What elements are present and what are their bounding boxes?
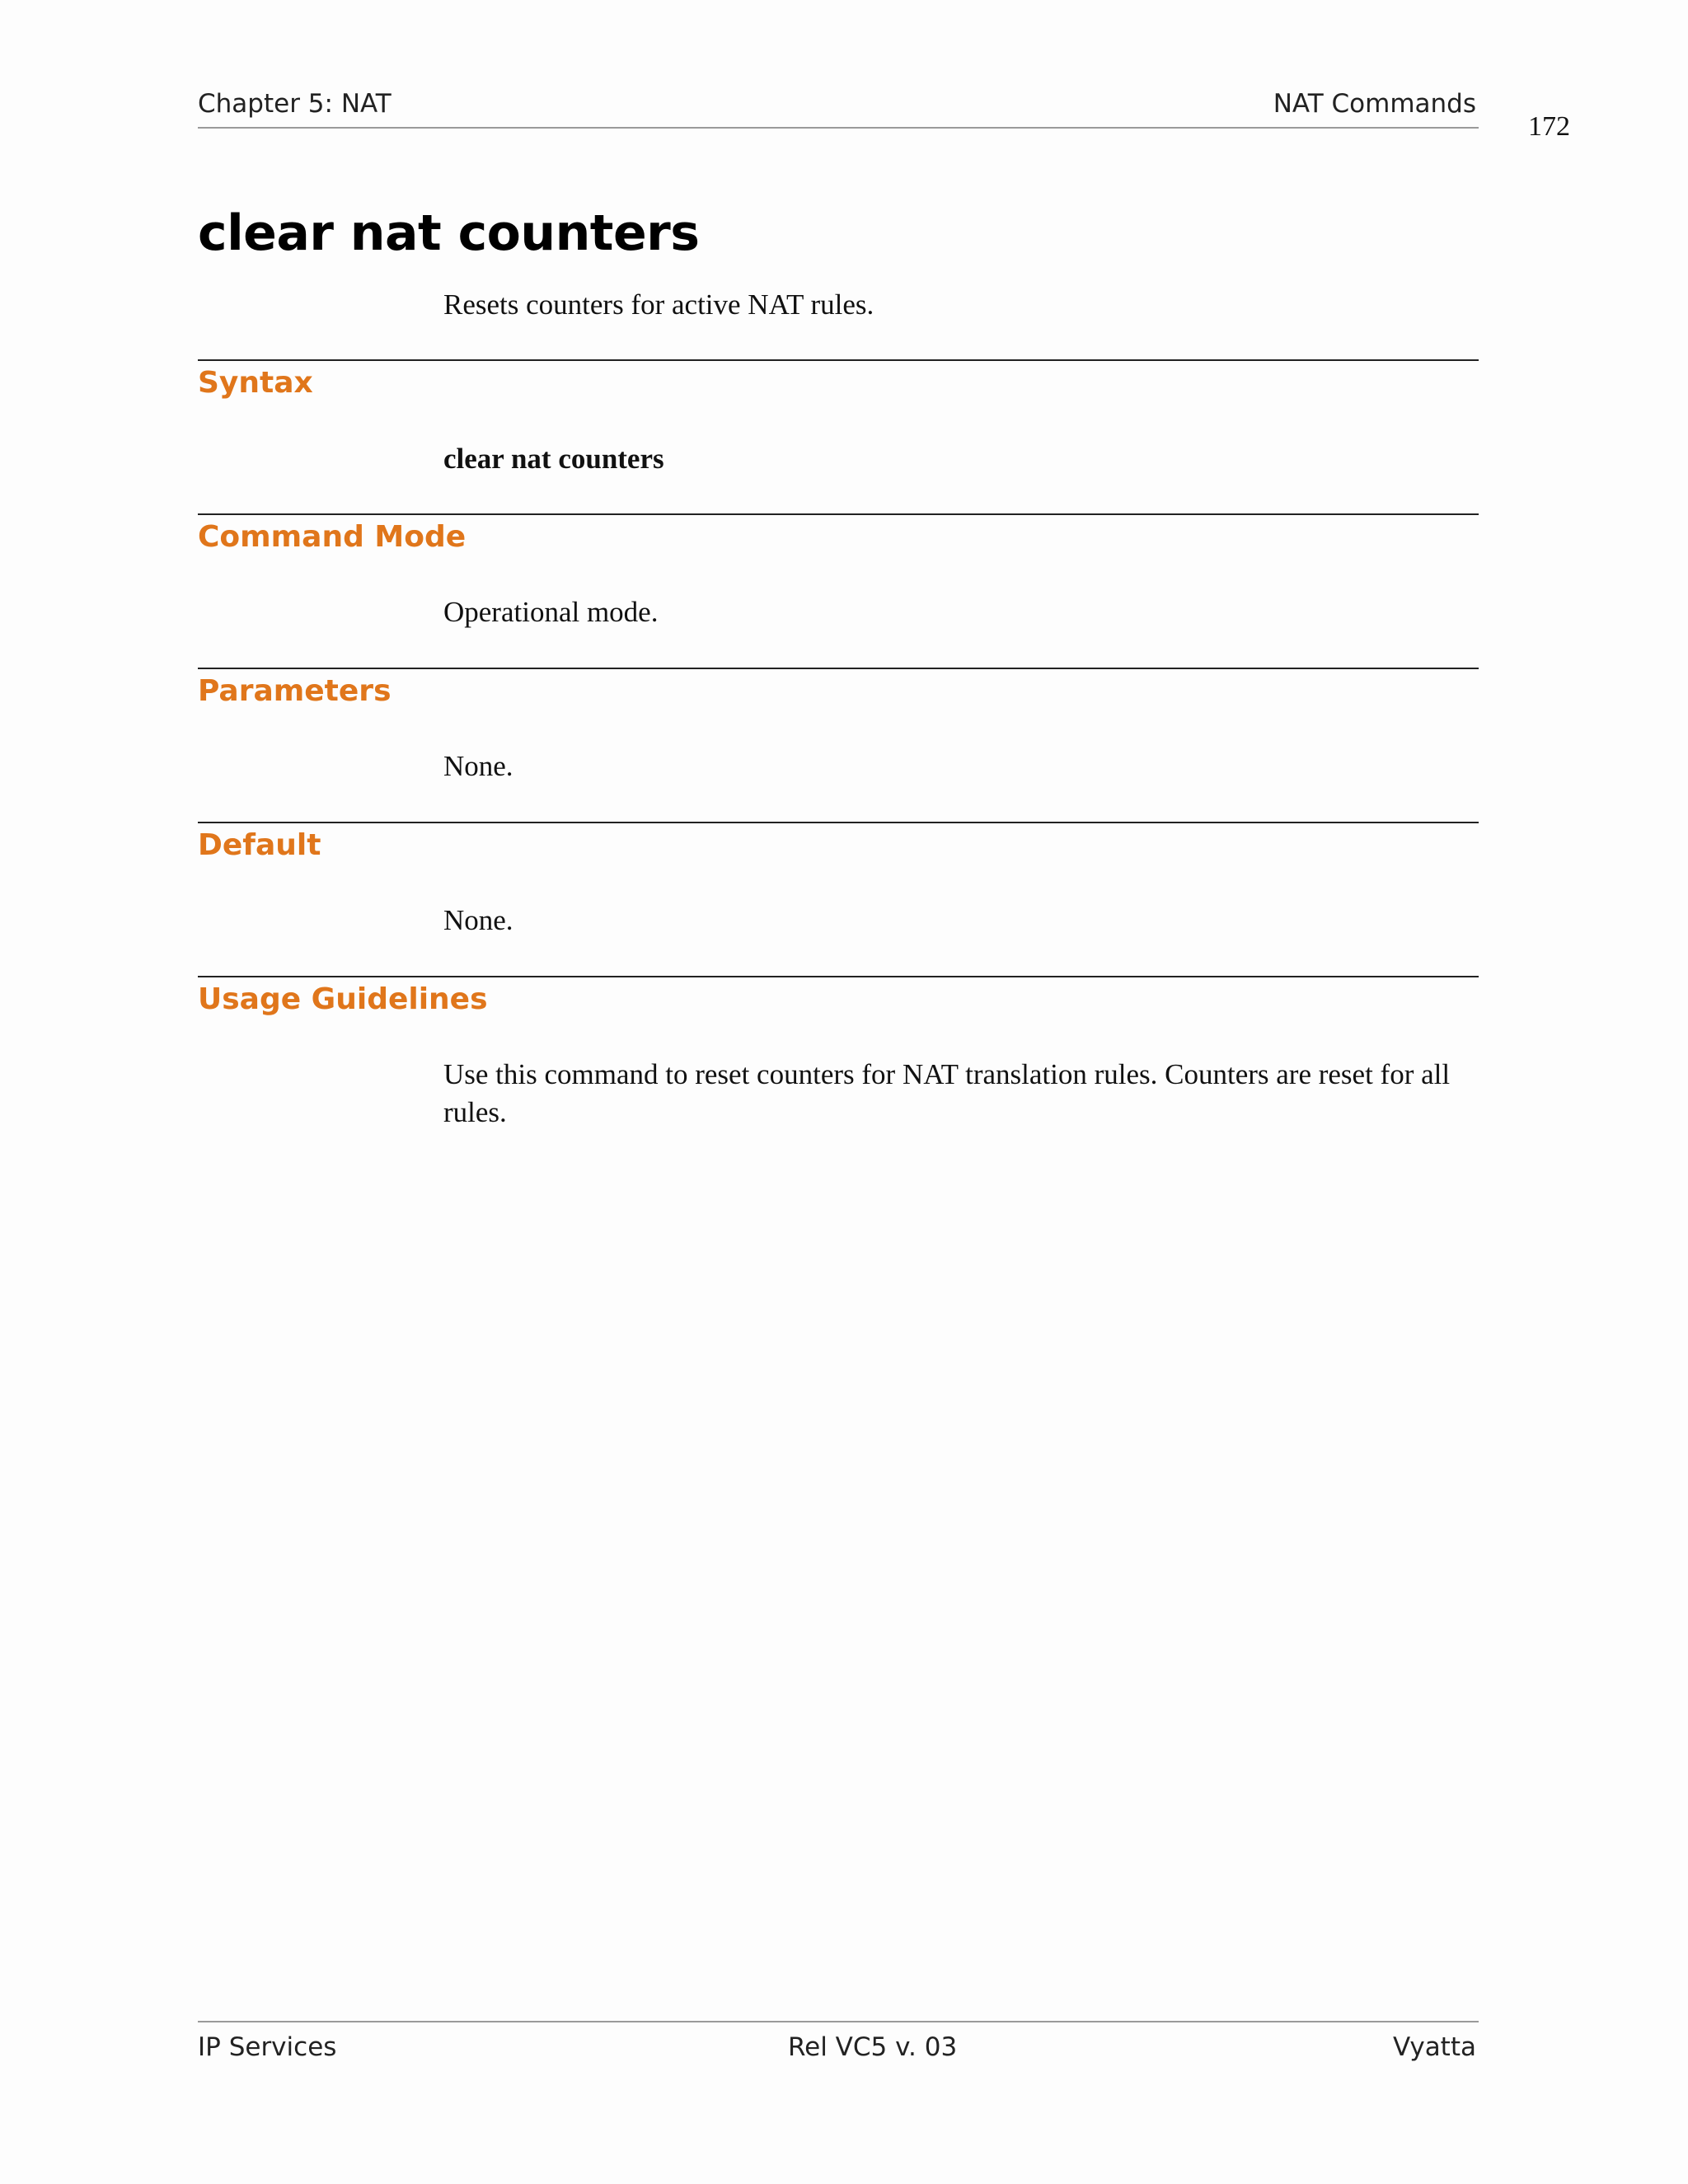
footer-release: Rel VC5 v. 03 — [788, 2032, 958, 2062]
running-header-chapter: Chapter 5: NAT — [198, 89, 392, 119]
footer-company: Vyatta — [1392, 2032, 1476, 2062]
section-divider — [198, 513, 1479, 515]
section-heading-command-mode: Command Mode — [198, 520, 467, 554]
section-divider — [198, 668, 1479, 669]
section-divider — [198, 359, 1479, 361]
running-header-section: NAT Commands — [1273, 89, 1476, 119]
section-body-default: None. — [443, 904, 513, 936]
section-heading-syntax: Syntax — [198, 366, 313, 400]
page-number: 172 — [1528, 111, 1570, 142]
header-divider — [198, 127, 1479, 129]
section-heading-default: Default — [198, 828, 321, 862]
section-body-parameters: None. — [443, 750, 513, 782]
section-divider — [198, 976, 1479, 977]
command-description: Resets counters for active NAT rules. — [443, 288, 874, 321]
command-title: clear nat counters — [198, 204, 700, 262]
section-heading-usage-guidelines: Usage Guidelines — [198, 982, 488, 1016]
section-heading-parameters: Parameters — [198, 674, 392, 708]
section-divider — [198, 822, 1479, 823]
section-body-syntax: clear nat counters — [443, 443, 664, 475]
footer-divider — [198, 2021, 1479, 2022]
section-body-command-mode: Operational mode. — [443, 596, 659, 628]
footer-book-title: IP Services — [198, 2032, 337, 2062]
section-body-usage-guidelines: Use this command to reset counters for NAT translation rules. Counters are reset for all rules. — [443, 1058, 1451, 1128]
